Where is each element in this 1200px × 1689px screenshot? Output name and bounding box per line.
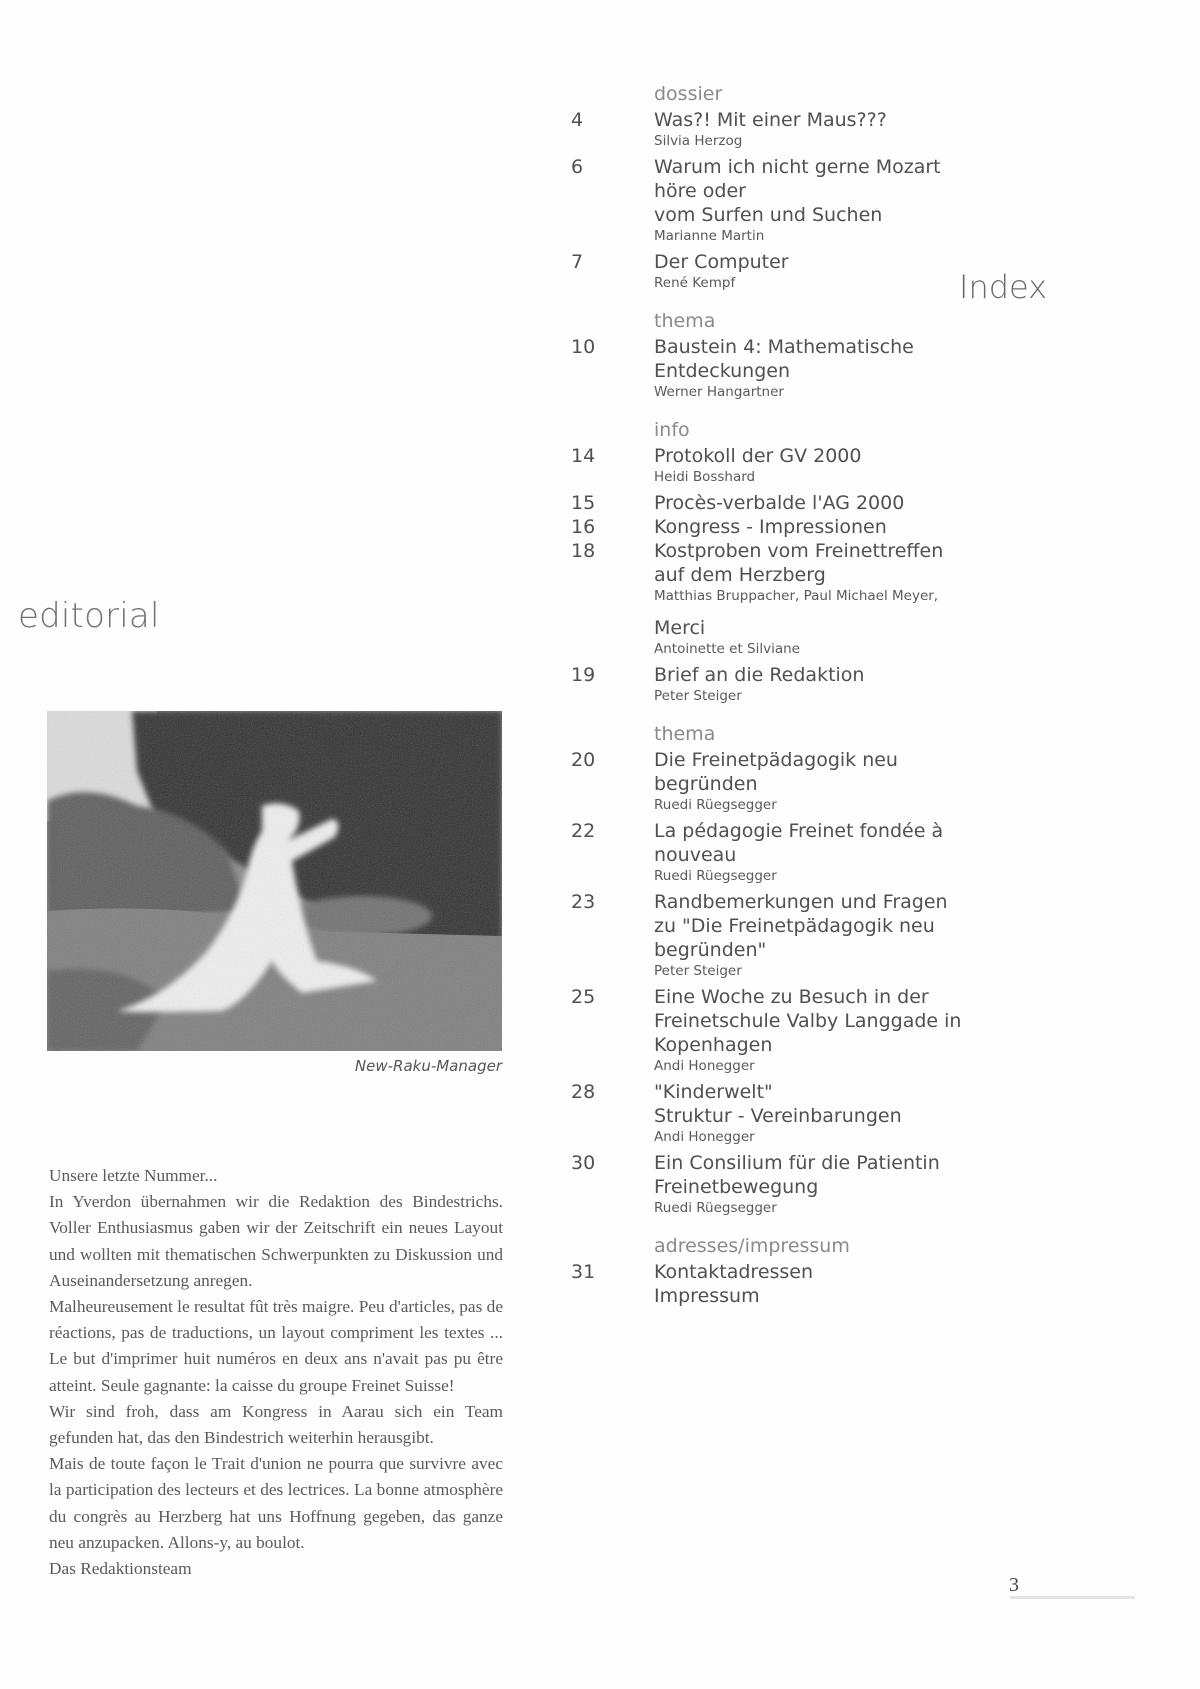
toc-page-number: 25 xyxy=(571,986,596,1008)
toc-entry-author: Peter Steiger xyxy=(654,963,742,979)
toc-entry[interactable] xyxy=(571,539,991,606)
toc-entry-title: Protokoll der GV 2000 xyxy=(654,445,862,467)
toc-entry[interactable] xyxy=(571,155,991,246)
toc-entry-title: Brief an die Redaktion xyxy=(654,664,865,686)
toc-entry-author: Peter Steiger xyxy=(654,688,742,704)
toc-entry-author: Werner Hangartner xyxy=(654,384,784,400)
toc-entry[interactable] xyxy=(571,491,991,515)
toc-entry-title: Merci xyxy=(654,617,706,639)
toc-entry-author: Ruedi Rüegsegger xyxy=(654,797,777,813)
toc-page-number: 7 xyxy=(571,251,584,273)
toc-section-label: info xyxy=(654,419,690,441)
toc-entry-title: Baustein 4: Mathematische Entdeckungen xyxy=(654,336,914,382)
page-number-rule xyxy=(1010,1596,1135,1599)
editorial-paragraph: In Yverdon übernahmen wir die Redaktion des Bindestrichs. Voller Enthusiasmus gaben wir der Zeitschrift ein neues Layout und wollten mit thematischen Schwerpunkten zu Diskussion und Auseinandersetzung anregen. xyxy=(49,1192,503,1290)
toc-entry-title: Eine Woche zu Besuch in der Freinetschule Valby Langgade in Kopenhagen xyxy=(654,986,962,1056)
toc-entry-title: Der Computer xyxy=(654,251,789,273)
toc-entry[interactable] xyxy=(571,1151,991,1218)
toc-page-number: 31 xyxy=(571,1261,596,1283)
toc-entry[interactable] xyxy=(571,890,991,981)
toc-entry-title: Die Freinetpädagogik neu begründen xyxy=(654,749,898,795)
toc-page-number: 19 xyxy=(571,664,596,686)
toc-entry-author: Andi Honegger xyxy=(654,1129,755,1145)
toc-entry-author: Matthias Bruppacher, Paul Michael Meyer, xyxy=(654,588,939,604)
table-of-contents xyxy=(571,82,991,1312)
toc-entry[interactable] xyxy=(571,108,991,151)
toc-entry[interactable] xyxy=(571,335,991,402)
editorial-paragraph: Wir sind froh, dass am Kongress in Aarau sich ein Team gefunden hat, das den Bindestrich weiterhin herausgibt. xyxy=(49,1401,503,1448)
toc-entry-author: Silvia Herzog xyxy=(654,133,743,149)
toc-page-number xyxy=(571,610,654,659)
toc-page-number: 6 xyxy=(571,156,584,178)
toc-entry-title: Warum ich nicht gerne Mozart höre oder vom Surfen und Suchen xyxy=(654,156,941,226)
editorial-paragraph: Mais de toute façon le Trait d'union ne pourra que survivre avec la participation des lecteurs et des lectrices. La bonne atmosphère du congrès au Herzberg hat uns Hoffnung gegeben, das ganze neu anzupacken. Allons-y, au boulot. xyxy=(49,1454,503,1552)
toc-section-label: adresses/impressum xyxy=(654,1235,850,1257)
toc-entry-author: René Kempf xyxy=(654,275,736,291)
toc-page-number: 30 xyxy=(571,1152,596,1174)
toc-entry-title: Kostproben vom Freinettreffen auf dem Herzberg xyxy=(654,540,944,586)
toc-page-number: 22 xyxy=(571,820,596,842)
toc-page-number: 18 xyxy=(571,540,596,562)
photo-caption: New-Raku-Manager xyxy=(354,1057,502,1075)
toc-page-number: 4 xyxy=(571,109,584,131)
toc-entry[interactable] xyxy=(571,985,991,1076)
toc-entry-title: Ein Consilium für die Patientin Freinetbewegung xyxy=(654,1152,940,1198)
editorial-paragraph: Malheureusement le resultat fût très maigre. Peu d'articles, pas de réactions, pas de traductions, un layout compriment les textes ... Le but d'imprimer huit numéros en deux ans n'avait pas pu être atteint. Seule gagnante: la caisse du groupe Freinet Suisse! xyxy=(49,1297,503,1395)
toc-entry[interactable] xyxy=(571,1260,991,1308)
toc-page-number: 15 xyxy=(571,492,596,514)
toc-section-label: thema xyxy=(654,723,716,745)
toc-entry[interactable] xyxy=(571,250,991,293)
toc-entry-title: Kontaktadressen Impressum xyxy=(654,1261,814,1307)
toc-entry[interactable] xyxy=(571,1080,991,1147)
toc-entry[interactable] xyxy=(571,610,991,659)
toc-page-number: 10 xyxy=(571,336,596,358)
toc-entry-title: Procès-verbalde l'AG 2000 xyxy=(654,492,905,514)
page-number: 3 xyxy=(1009,1574,1019,1596)
toc-entry[interactable] xyxy=(571,663,991,706)
toc-page-number: 28 xyxy=(571,1081,596,1103)
toc-entry[interactable] xyxy=(571,748,991,815)
toc-entry[interactable] xyxy=(571,444,991,487)
toc-entry-title: Kongress - Impressionen xyxy=(654,516,887,538)
toc-page-number: 23 xyxy=(571,891,596,913)
toc-entry-title: Randbemerkungen und Fragen zu "Die Freinetpädagogik neu begründen" xyxy=(654,891,948,961)
toc-entry-author: Antoinette et Silviane xyxy=(654,641,800,657)
toc-entry-title: Was?! Mit einer Maus??? xyxy=(654,109,887,131)
index-title: Index xyxy=(959,268,1048,306)
toc-entry-author: Andi Honegger xyxy=(654,1058,755,1074)
toc-entry-author: Marianne Martin xyxy=(654,228,765,244)
editorial-body xyxy=(49,1163,503,1582)
toc-entry[interactable] xyxy=(571,819,991,886)
toc-section-label: dossier xyxy=(654,83,723,105)
toc-entry-author: Heidi Bosshard xyxy=(654,469,756,485)
toc-section-label: thema xyxy=(654,310,716,332)
toc-entry-author: Ruedi Rüegsegger xyxy=(654,1200,777,1216)
editorial-heading: editorial xyxy=(18,596,160,636)
toc-page-number: 16 xyxy=(571,516,596,538)
toc-page-number: 20 xyxy=(571,749,596,771)
toc-entry-author: Ruedi Rüegsegger xyxy=(654,868,777,884)
toc-entry-title: La pédagogie Freinet fondée à nouveau xyxy=(654,820,944,866)
editorial-signature: Das Redaktionsteam xyxy=(49,1559,192,1579)
toc-page-number: 14 xyxy=(571,445,596,467)
photo-figure-on-rocks-image xyxy=(47,711,502,1051)
editorial-paragraph: Unsere letzte Nummer... xyxy=(49,1166,218,1185)
editorial-photo xyxy=(47,711,502,1051)
toc-entry-title: "Kinderwelt" Struktur - Vereinbarungen xyxy=(654,1081,902,1127)
toc-entry[interactable] xyxy=(571,515,991,539)
